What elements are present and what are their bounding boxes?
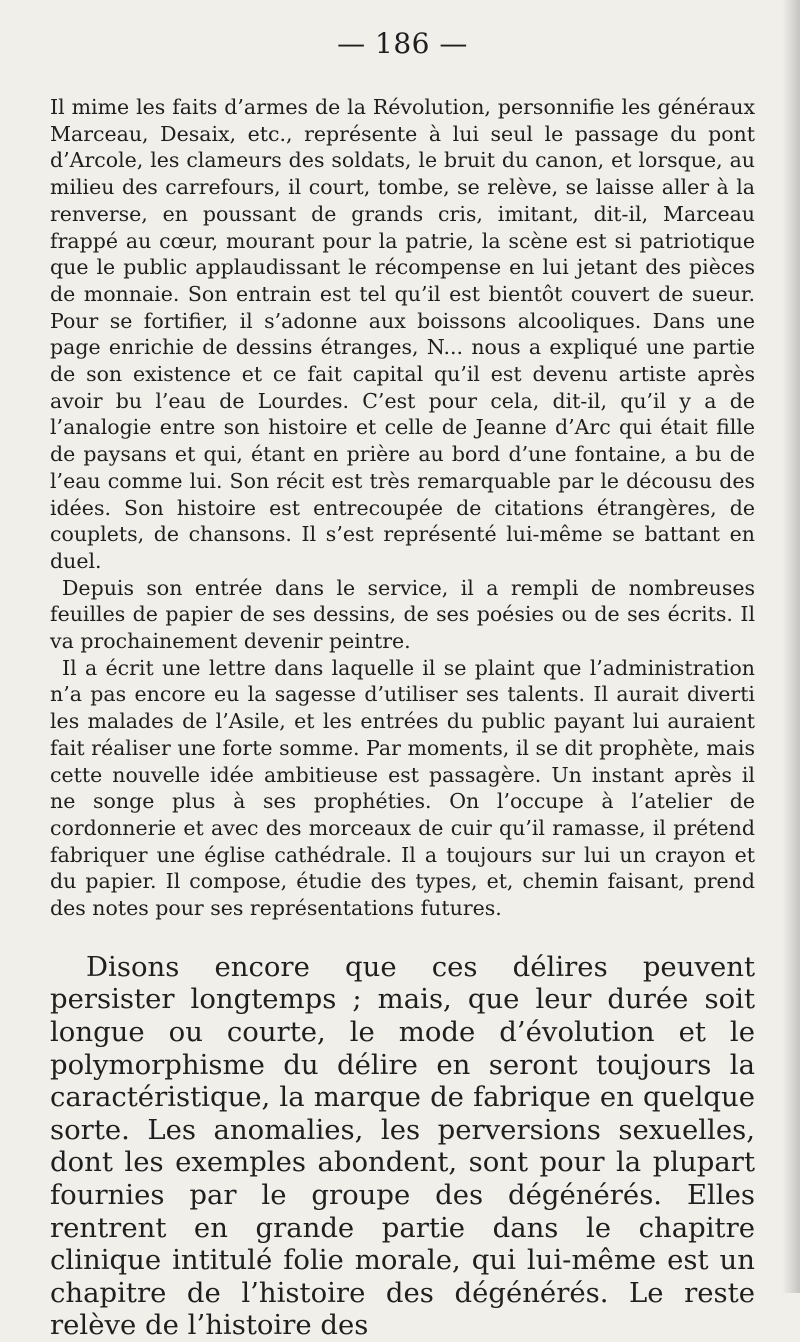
paragraph: Il mime les faits d’armes de la Révolution, personnifie les généraux Marceau, Desaix, etc., représente à lui seul le passage du pont d’Arcole, les clameurs des soldats, le bruit du canon, et lorsque, au milieu des carrefours, il court, tombe, se relève, se laisse aller à la renverse, en poussant de grands cris, imitant, dit-il, Marceau frappé au cœur, mourant pour la patrie, la scène est si patriotique que le public applaudissant le récompense en lui jetant des pièces de monnaie. Son entrain est tel qu’il est bientôt couvert de sueur. Pour se fortifier, il s’adonne aux boissons alcooliques. Dans une page enrichie de dessins étranges, N... nous a expliqué une partie de son existence et ce fait capital qu’il est devenu artiste après avoir bu l’eau de Lourdes. C’est pour cela, dit-il, qu’il y a de l’analogie entre son histoire et celle de Jeanne d’Arc qui était fille de paysans et qui, étant en prière au bord d’une fontaine, a bu de l’eau comme lui. Son récit est très remarquable par le décousu des idées. Son histoire est entrecoupée de citations étrangères, de couplets, de chansons. Il s’est représenté lui-même se battant en duel. [50,95,755,573]
case-description [50,94,755,922]
page-edge-shadow [782,0,800,1293]
closing-paragraph: Disons encore que ces délires peuvent persister longtemps ; mais, que leur durée soit longue ou courte, le mode d’évolution et le polymorphisme du délire en seront toujours la caractéristique, la marque de fabrique en quelque sorte. Les anomalies, les perversions sexuelles, dont les exemples abondent, sont pour la plupart fournies par le groupe des dégénérés. Elles rentrent en grande partie dans le chapitre clinique intitulé folie morale, qui lui-même est un chapitre de l’histoire des dégénérés. Le reste relève de l’histoire des [50,950,755,1342]
paragraph: Depuis son entrée dans le service, il a rempli de nombreuses feuilles de papier de ses dessins, de ses poésies ou de ses écrits. Il va prochainement devenir peintre. [50,575,755,654]
book-page [50,24,755,1342]
closing-section [50,951,755,1342]
paragraph: Il a écrit une lettre dans laquelle il se plaint que l’administration n’a pas encore eu la sagesse d’utiliser ses talents. Il aurait diverti les malades de l’Asile, et les entrées du public payant lui auraient fait réaliser une forte somme. Par moments, il se dit prophète, mais cette nouvelle idée ambitieuse est passagère. Un instant après il ne songe plus à ses prophéties. On l’occupe à l’atelier de cordonnerie et avec des morceaux de cuir qu’il ramasse, il prétend fabriquer une église cathédrale. Il a toujours sur lui un crayon et du papier. Il compose, étudie des types, et, chemin faisant, prend des notes pour ses représentations futures. [50,655,755,921]
page-number: — 186 — [337,27,468,60]
